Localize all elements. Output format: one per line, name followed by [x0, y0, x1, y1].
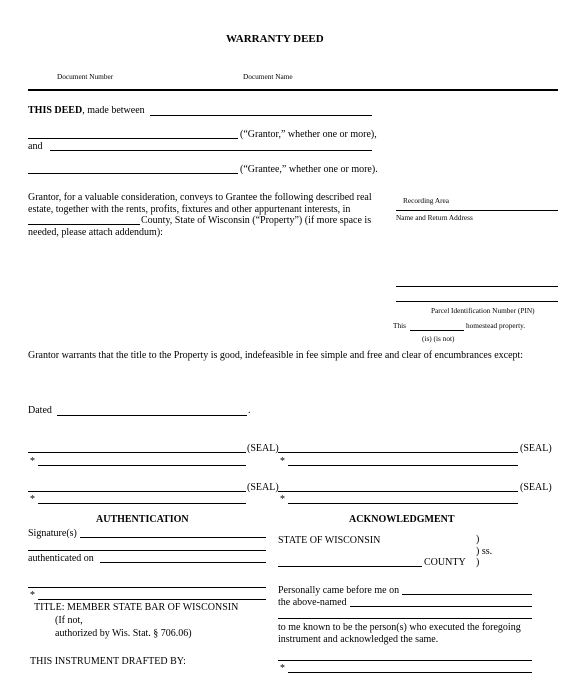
and-label: and [28, 141, 43, 152]
asterisk-1: * [30, 456, 35, 467]
signature-label: Signature(s) [28, 528, 77, 539]
warranty-text: Grantor warrants that the title to the Property is good, indefeasible in fee simple and free and clear of encumbrances except: [28, 350, 524, 361]
notary-name-line[interactable] [288, 672, 532, 673]
recording-area-rule [396, 210, 558, 211]
document-name-label: Document Name [243, 72, 293, 81]
personally-came-label: Personally came before me on [278, 585, 400, 596]
asterisk-4: * [280, 494, 285, 505]
authentication-heading: AUTHENTICATION [96, 514, 189, 525]
grantor-name-line-1[interactable] [150, 115, 372, 116]
authorized-by-label: authorized by Wis. Stat. § 706.06) [55, 628, 192, 639]
dated-period: . [248, 405, 251, 416]
personally-came-blank[interactable] [402, 594, 532, 595]
asterisk-2: * [280, 456, 285, 467]
this-deed-line [28, 105, 145, 116]
printed-name-line-1[interactable] [38, 465, 246, 466]
county-label: COUNTY [424, 557, 466, 568]
authenticated-on-label: authenticated on [28, 553, 94, 564]
pin-label: Parcel Identification Number (PIN) [431, 306, 535, 315]
asterisk-3: * [30, 494, 35, 505]
drafted-by-label: THIS INSTRUMENT DRAFTED BY: [30, 656, 186, 667]
grantor-suffix: (“Grantor,” whether one or more), [240, 129, 377, 140]
homestead-blank[interactable] [410, 330, 464, 331]
this-deed-bold: THIS DEED [28, 105, 83, 116]
conveyance-line-3: County, State of Wisconsin (“Property”) (if more space is [141, 215, 372, 226]
above-named-blank-2[interactable] [278, 618, 532, 619]
made-between-text: , made between [82, 105, 145, 116]
county-line[interactable] [278, 566, 422, 567]
authenticated-on-blank[interactable] [100, 562, 266, 563]
conveyance-line-4: needed, please attach addendum): [28, 227, 163, 238]
signature-line-3[interactable] [28, 491, 246, 492]
seal-label-2: (SEAL) [520, 443, 552, 454]
if-not-label: (If not, [55, 615, 83, 626]
auth-asterisk: * [30, 590, 35, 601]
this-label: This [393, 321, 406, 330]
authentication-line-3[interactable] [28, 587, 266, 588]
authentication-line-4[interactable] [38, 599, 266, 600]
grantee-name-line-1[interactable] [50, 150, 372, 151]
grantee-name-line-2[interactable] [28, 173, 238, 174]
header-divider [28, 89, 558, 91]
known-line-2: instrument and acknowledged the same. [278, 634, 439, 645]
paren-1: ) [476, 534, 480, 545]
document-number-label: Document Number [57, 72, 114, 81]
return-address-line-1[interactable] [396, 286, 558, 287]
printed-name-line-2[interactable] [288, 465, 518, 466]
authentication-line-2[interactable] [28, 550, 266, 551]
recording-area-label: Recording Area [403, 196, 449, 205]
ss-label: ) ss. [476, 546, 493, 557]
dated-blank[interactable] [57, 415, 247, 416]
authentication-signature-line[interactable] [80, 537, 266, 538]
above-named-label: the above-named [278, 597, 347, 608]
grantee-suffix: (“Grantee,” whether one or more). [240, 164, 378, 175]
document-title: WARRANTY DEED [226, 33, 324, 45]
seal-label-3: (SEAL) [247, 482, 279, 493]
county-blank[interactable] [28, 224, 140, 225]
seal-label-4: (SEAL) [520, 482, 552, 493]
homestead-label: homestead property. [466, 321, 526, 330]
known-line-1: to me known to be the person(s) who executed the foregoing [278, 622, 521, 633]
printed-name-line-4[interactable] [288, 503, 518, 504]
state-label: STATE OF WISCONSIN [278, 535, 381, 546]
conveyance-line-2: estate, together with the rents, profits, fixtures and other appurtenant interests, in [28, 204, 351, 215]
seal-label-1: (SEAL) [247, 443, 279, 454]
paren-2: ) [476, 557, 480, 568]
printed-name-line-3[interactable] [38, 503, 246, 504]
notary-signature-line[interactable] [278, 660, 532, 661]
return-address-line-2[interactable] [396, 301, 558, 302]
is-not-label: (is) (is not) [422, 334, 455, 343]
above-named-blank-1[interactable] [350, 606, 532, 607]
ack-asterisk: * [280, 663, 285, 674]
acknowledgment-heading: ACKNOWLEDGMENT [349, 514, 455, 525]
title-line: TITLE: MEMBER STATE BAR OF WISCONSIN [34, 602, 239, 613]
signature-line-1[interactable] [28, 452, 246, 453]
conveyance-line-1: Grantor, for a valuable consideration, conveys to Grantee the following described real [28, 192, 372, 203]
name-return-label: Name and Return Address [396, 213, 473, 222]
dated-label: Dated [28, 405, 52, 416]
signature-line-4[interactable] [278, 491, 518, 492]
grantor-name-line-2[interactable] [28, 138, 238, 139]
signature-line-2[interactable] [278, 452, 518, 453]
